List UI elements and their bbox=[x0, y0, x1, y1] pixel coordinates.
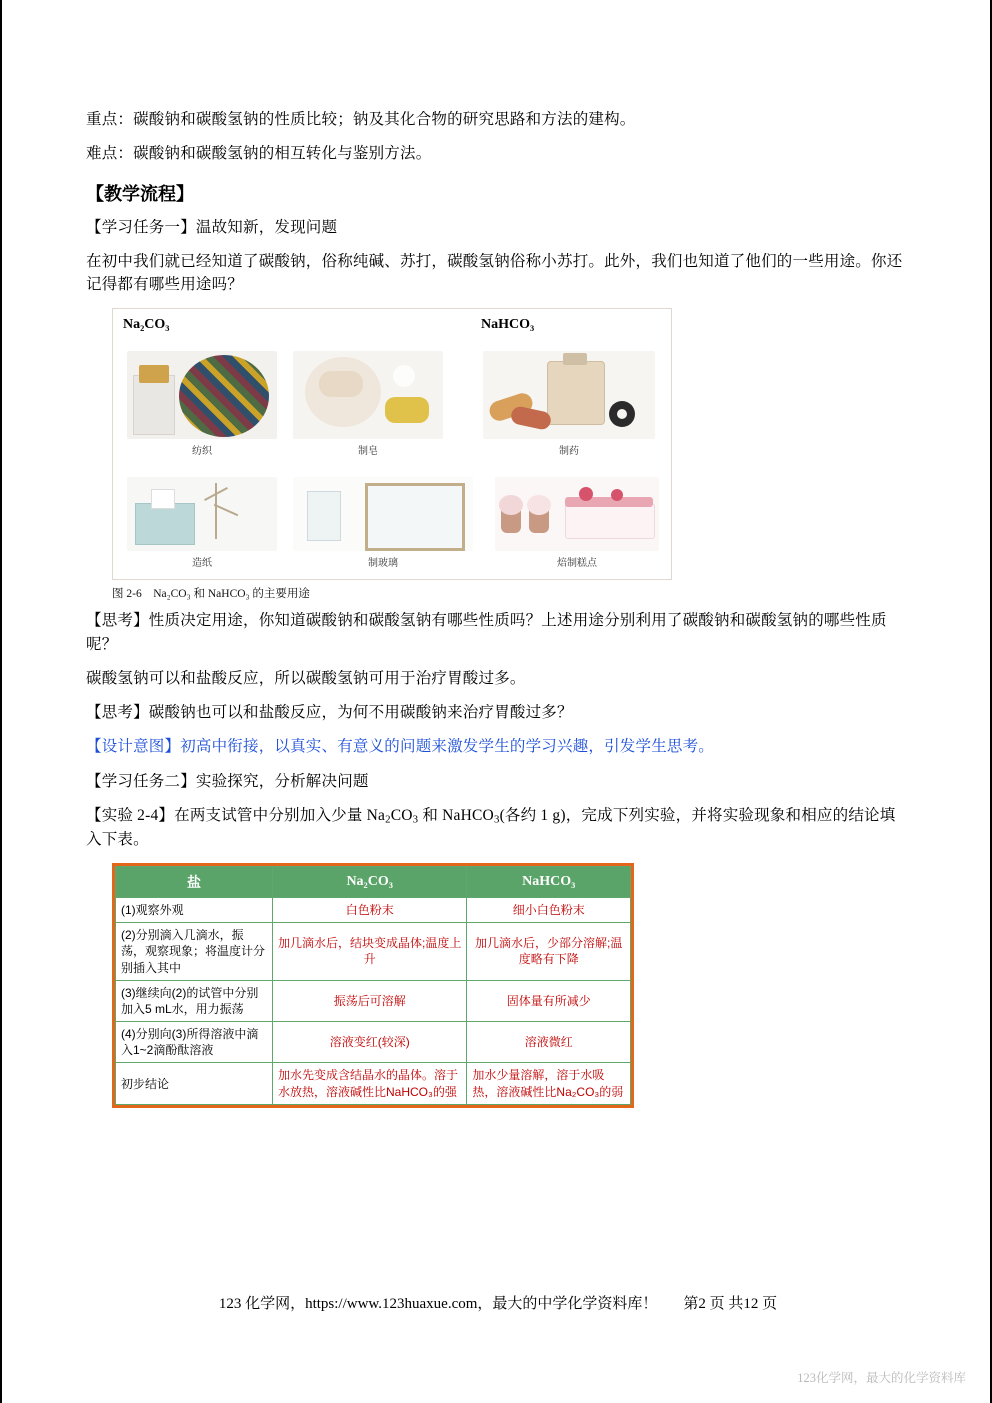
think-question-2: 【思考】碳酸钠也可以和盐酸反应，为何不用碳酸钠来治疗胃酸过多？ bbox=[86, 704, 573, 721]
answer-line-1: 碳酸氢钠可以和盐酸反应，所以碳酸氢钠可用于治疗胃酸过多。 bbox=[86, 669, 526, 687]
experiment-intro-part3: 和 NaHCO bbox=[418, 806, 494, 824]
figure-image bbox=[112, 308, 672, 580]
figure-cell-caption: 制玻璃 bbox=[368, 558, 398, 570]
figure-cell-textile bbox=[127, 351, 277, 457]
table-cell-nahco3: 加几滴水后，少部分溶解;温度略有下降 bbox=[467, 923, 631, 981]
table-cell-nahco3: 溶液微红 bbox=[467, 1022, 631, 1063]
footer-page-number: 第2 页 共12 页 bbox=[683, 1296, 778, 1312]
table-row bbox=[116, 1022, 631, 1063]
table-row bbox=[116, 980, 631, 1021]
table-cell-nahco3: 细小白色粉末 bbox=[467, 897, 631, 922]
table-row bbox=[116, 897, 631, 922]
figure-usage-of-compounds bbox=[112, 308, 672, 601]
figure-cell-caption: 制药 bbox=[559, 446, 579, 458]
figure-cell-caption: 纺织 bbox=[192, 446, 212, 458]
experiment-intro-part2: CO bbox=[390, 806, 413, 824]
figure-cell-caption: 造纸 bbox=[192, 558, 212, 570]
table-cell-nahco3: 加水少量溶解，溶于水吸热，溶液碱性比Na₂CO₃的弱 bbox=[467, 1063, 631, 1104]
figure-cell-soap bbox=[293, 351, 443, 457]
table-row bbox=[116, 923, 631, 981]
watermark: 123化学网，最大的化学资料库 bbox=[797, 1371, 966, 1385]
table-row bbox=[116, 1063, 631, 1104]
figure-cell-baking bbox=[495, 477, 659, 569]
think-question-1: 【思考】性质决定用途，你知道碳酸钠和碳酸氢钠有哪些性质吗？上述用途分别利用了碳酸钠和碳酸氢钠的哪些性质呢？ bbox=[86, 612, 887, 653]
difficulty-line: 难点：碳酸钠和碳酸氢钠的相互转化与鉴别方法。 bbox=[86, 145, 432, 163]
experiment-intro bbox=[86, 804, 910, 851]
design-intent-line: 【设计意图】初高中衔接，以真实、有意义的问题来激发学生的学习兴趣，引发学生思考。 bbox=[86, 738, 715, 756]
figure-label-nahco3: NaHCO₃ bbox=[481, 317, 535, 333]
page-footer bbox=[2, 1292, 992, 1313]
figure-caption: 图 2-6 Na₂CO₃ 和 NaHCO₃ 的主要用途 bbox=[112, 588, 310, 601]
figure-cell-paper bbox=[127, 477, 277, 569]
experiment-intro-part4: (各约 1 g)，完成下列实验，并将实验现象和相应的结论填入下表。 bbox=[86, 806, 896, 848]
table-cell-na2co3: 加几滴水后，结块变成晶体;温度上升 bbox=[273, 923, 467, 981]
task-two-title: 【学习任务二】实验探究，分析解决问题 bbox=[86, 772, 369, 790]
table-row-label: (1)观察外观 bbox=[116, 897, 273, 922]
sub-2a: 2 bbox=[385, 813, 391, 826]
figure-cell-glass bbox=[293, 477, 473, 569]
table-cell-na2co3: 白色粉末 bbox=[273, 897, 467, 922]
figure-cell-medicine bbox=[483, 351, 655, 457]
document-body bbox=[86, 108, 910, 1108]
figure-cell-caption: 焙制糕点 bbox=[557, 558, 597, 570]
table-row-label: (4)分别向(3)所得溶液中滴入1~2滴酚酞溶液 bbox=[116, 1022, 273, 1063]
table-row-label: (3)继续向(2)的试管中分别加入5 mL水，用力振荡 bbox=[116, 980, 273, 1021]
table-cell-na2co3: 加水先变成含结晶水的晶体。溶于水放热，溶液碱性比NaHCO₃的强 bbox=[273, 1063, 467, 1104]
table-cell-nahco3: 固体量有所减少 bbox=[467, 980, 631, 1021]
section-heading-teaching-flow: 【教学流程】 bbox=[86, 183, 194, 204]
table-header-salt: 盐 bbox=[116, 866, 273, 897]
task-one-title: 【学习任务一】温故知新，发现问题 bbox=[86, 218, 338, 236]
table-row-label: (2)分别滴入几滴水，振荡，观察现象；将温度计分别插入其中 bbox=[116, 923, 273, 981]
sub-3b: 3 bbox=[493, 813, 500, 826]
experiment-table-wrapper bbox=[112, 863, 634, 1108]
table-cell-na2co3: 溶液变红(较深) bbox=[273, 1022, 467, 1063]
experiment-table bbox=[115, 866, 631, 1105]
task-one-body: 在初中我们就已经知道了碳酸钠，俗称纯碱、苏打，碳酸氢钠俗称小苏打。此外，我们也知道了他们的一些用途。你还记得都有哪些用途吗？ bbox=[86, 252, 903, 293]
table-header-na2co3: Na₂CO₃ bbox=[273, 866, 467, 897]
table-row-label: 初步结论 bbox=[116, 1063, 273, 1104]
footer-text: 123 化学网，https://www.123huaxue.com，最大的中学化学资料库！ bbox=[218, 1296, 658, 1312]
sub-3a: 3 bbox=[412, 813, 419, 826]
key-point-line: 重点：碳酸钠和碳酸氢钠的性质比较；钠及其化合物的研究思路和方法的建构。 bbox=[86, 111, 636, 128]
table-header-row bbox=[116, 866, 631, 897]
table-cell-na2co3: 振荡后可溶解 bbox=[273, 980, 467, 1021]
experiment-intro-part1: 【实验 2-4】在两支试管中分别加入少量 Na bbox=[86, 806, 386, 824]
figure-label-na2co3: Na₂CO₃ bbox=[123, 317, 170, 333]
table-header-nahco3: NaHCO₃ bbox=[467, 866, 631, 897]
figure-cell-caption: 制皂 bbox=[358, 446, 378, 458]
